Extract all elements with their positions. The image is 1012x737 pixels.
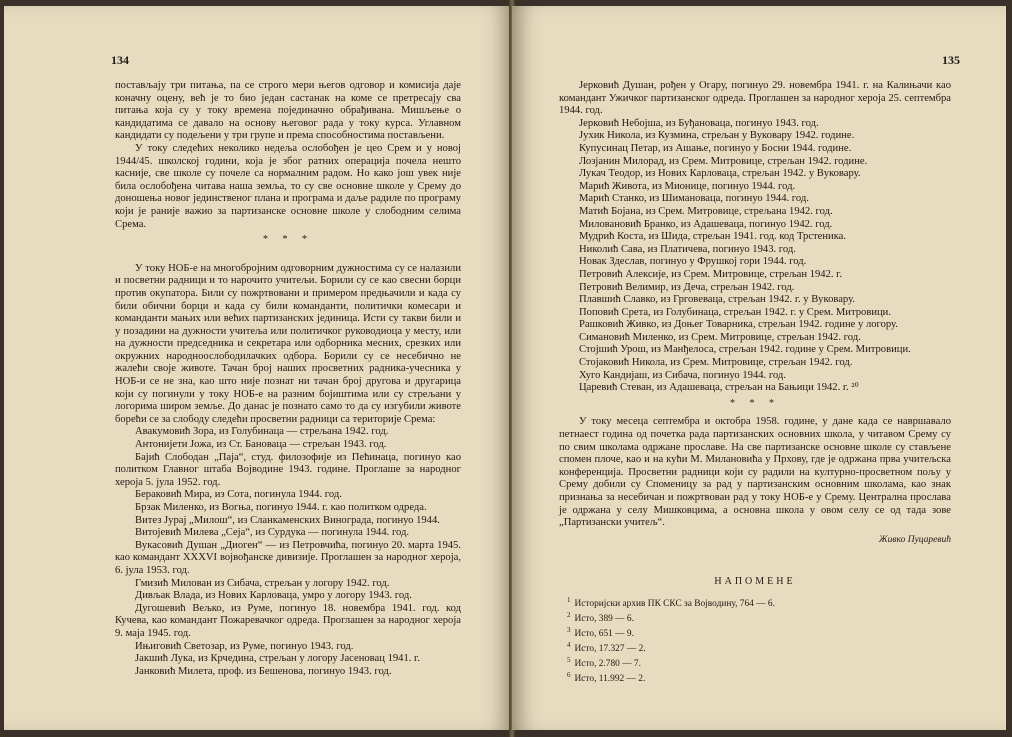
footnote: $^5$ Исто, 2.780 — 7.	[567, 655, 641, 669]
list-item: Марић Станко, из Шимановаца, погинуо 1944. год.	[579, 193, 809, 205]
name-list	[115, 426, 461, 678]
right-page	[512, 6, 1006, 730]
list-item: Вукасовић Душан „Диоген“ — из Петровчића, погинуо 20. марта 1945. као командант XXXVI војвођанске дивизије. Проглашен за народног хероја, 6. јула 1953. год.	[115, 539, 461, 576]
list-item: Миловановић Бранко, из Адашеваца, погинуо 1942. год.	[579, 218, 833, 230]
notes-heading: НАПОМЕНЕ	[714, 576, 796, 588]
list-item: Дивљак Влада, из Нових Карловаца, умро у логору 1943. год.	[135, 590, 412, 602]
list-item: Јерковић Душан, рођен у Огару, погинуо 29. новембра 1941. г. на Калињачи као командант Ужичког партизанског одреда. Проглашен за народног хероја 25. септембра 1944. год.	[559, 80, 951, 117]
paragraph: У току следећих неколико недеља ослобођен је цео Срем и у новој 1944/45. школској години, која је због ратних операција почела нешто касније, све школе су почеле са нормалним радом. Но како још увек није била ослобођена читава наша земља, то су све основне школе у Срему до доношења новог јединственог плана и програма и даље радиле по програму који је раније важио за партизанске основне школе у слободним селима Срема.	[115, 142, 461, 230]
list-item: Петровић Алексије, из Срем. Митровице, стрељан 1942. г.	[579, 268, 842, 280]
list-item: Николић Сава, из Платичева, погинуо 1943. год.	[579, 243, 796, 255]
list-item: Петровић Велимир, из Деча, стрељан 1942. год.	[579, 281, 795, 293]
page-number: 135	[942, 53, 960, 67]
list-item: Бераковић Мира, из Сота, погинула 1944. год.	[135, 489, 342, 501]
list-item: Антонијети Јожа, из Ст. Бановаца — стрељан 1943. год.	[135, 439, 387, 451]
footnote: $^2$ Исто, 389 — 6.	[567, 610, 634, 625]
list-item: Стојшић Урош, из Манђелоса, стрељан 1942. године у Срем. Митровици.	[579, 344, 911, 356]
list-item: Брзак Миленко, из Вогња, погинуо 1944. г. као политком одреда.	[135, 502, 427, 513]
footnote: $^4$ Исто, 17.327 — 2.	[567, 640, 646, 654]
list-item: Царевић Стеван, из Адашеваца, стрељан на Бањици 1942. г. ²⁰	[579, 382, 859, 394]
list-item: Хуго Кандијаш, из Сибача, погинуо 1944. год.	[579, 369, 786, 381]
paragraph: У току НОБ-е на многобројним одговорним дужностима су се налазили и посветни радници и то нарочито учитељи. Борили су се као свесни борци против окупатора. Били су пожртвовани и примером предњачили и када су били обични борци и када су били команданти, политички комесари и команданти мањих или већих партизанских јединица. Исти су такви били и у позадини на дужности учитеља или политичког руководиоца у месту, или на дужности председника и секретара или одборника месних, срезких или окружних народноослободилачких одбора. Борили су се несебично не жалећи своје животе. Тачан број наших просветних радника-учесника у НОБ-и се не зна, као што није познат ни тачан број другова и другарица који су погинули у току НОБ-е на разним бојиштима или су стрељани у логорима широм земље. До данас је познато само то да су изгубили животе борећи се за слободу следећи просветни радници са територије Срема:	[115, 262, 461, 425]
list-item: Јакшић Лука, из Крчедина, стрељан у логору Јасеновац 1941. г.	[135, 653, 420, 665]
list-item: Витез Јурај „Милош“, из Сланкаменских Винограда, погинуо 1944.	[135, 514, 440, 526]
list-item: Новак Здеслав, погинуо у Фрушкој гори 1944. год.	[579, 256, 807, 268]
list-item: Јухик Никола, из Кузмина, стрељан у Вуковару 1942. године.	[579, 130, 855, 142]
list-item: Дугошевић Вељко, из Руме, погинуо 18. новембра 1941. год. код Кучева, као командант Пожаревачког одреда. Проглашен за народног хероја 9. маја 1945. год.	[115, 602, 461, 639]
list-item: Бајић Слободан „Паја“, студ. филозофије из Пећинаца, погинуо као политком Главног штаба Војводине 1943. године. Проглаше за народног хероја 5. јула 1952. год.	[115, 451, 461, 488]
page-number: 134	[111, 53, 129, 67]
list-item: Рашковић Живко, из Доњег Товарника, стрељан 1942. године у логору.	[579, 319, 898, 331]
list-item: Ињиговић Светозар, из Руме, погинуо 1943. год.	[135, 640, 354, 652]
list-item: Јанковић Милета, проф. из Бешенова, погинуо 1943. год.	[135, 665, 392, 677]
list-item: Симановић Миленко, из Срем. Митровице, стрељан 1942. год.	[579, 331, 861, 343]
list-item: Мудрић Коста, из Шида, стрељан 1941. год. код Трстеника.	[579, 231, 847, 243]
left-page	[4, 6, 512, 730]
footnote: $^3$ Исто, 651 — 9.	[567, 625, 634, 639]
footnotes	[559, 595, 951, 685]
paragraph: постављају три питања, па се строго мери његов одговор и комисија даје коначну оцену, већ је то био један састанак на коме се претресају сва питања која су у току времена појединачно обрађивана. Мишљење о кандидатима се давало на основу његовог рада у току курса. Углавном кандидати су подељени у три групе и према способностима постављени.	[115, 80, 461, 142]
footnote: $^6$ Исто, 11.992 — 2.	[567, 670, 646, 684]
name-list	[559, 80, 951, 395]
list-item: Лукач Теодор, из Нових Карловаца, стрељан 1942. у Вуковару.	[579, 168, 861, 180]
list-item: Матић Бојана, из Срем. Митровице, стрељана 1942. год.	[579, 205, 833, 217]
section-separator: * * *	[263, 234, 313, 246]
list-item: Стојаковић Никола, из Срем. Митровице, стрељан 1942. год.	[579, 357, 853, 369]
list-item: Авакумовић Зора, из Голубинаца — стрељана 1942. год.	[135, 426, 389, 438]
list-item: Поповић Срета, из Голубинаца, стрељан 1942. г. у Срем. Митровици.	[579, 306, 891, 318]
list-item: Плавшић Славко, из Грговеваца, стрељан 1942. г. у Вуковару.	[579, 294, 855, 306]
left-text-column	[115, 80, 461, 678]
footnote: $^1$ Историјски архив ПК СКС за Војводину, 764 — 6.	[567, 595, 775, 610]
list-item: Лозјанин Милорад, из Срем. Митровице, стрељан 1942. године.	[579, 155, 868, 167]
list-item: Јерковић Небојша, из Буђановаца, погинуо 1943. год.	[579, 117, 819, 129]
list-item: Марић Живота, из Мионице, погинуо 1944. год.	[579, 180, 796, 192]
list-item: Витојевић Милева „Сеја“, из Сурдука — погинула 1944. год.	[135, 527, 410, 539]
list-item: Купусинац Петар, из Ашање, погинуо у Босни 1944. године.	[579, 142, 852, 154]
right-text-column	[559, 80, 951, 685]
paragraph: У току месеца септембра и октобра 1958. године, у дане када се навршавало петнаест година од почетка рада партизанских основних школа, у читавом Срему су по свим школама одржане прославе. На све партизанске основне школе су стављене спомен плоче, као и на кући М. Милановића у Прхову, где је одржана прва учитељска конференција. Просветни радници који су радили на културно-просветном пољу у Срему добили су Споменицу за рад у партизанским основним школама, као знак признања за несебичан и пожртвован рад у току НОБ-е у Срему. Централна прослава је одржана у селу Мишковцима, а основна школа у овом селу се од тада зове „Партизански учитељ“.	[559, 416, 951, 529]
list-item: Гмизић Милован из Сибача, стрељан у логору 1942. год.	[135, 577, 390, 589]
author-signature: Живко Пуцаревић	[878, 534, 951, 545]
section-separator: * * *	[730, 397, 780, 409]
